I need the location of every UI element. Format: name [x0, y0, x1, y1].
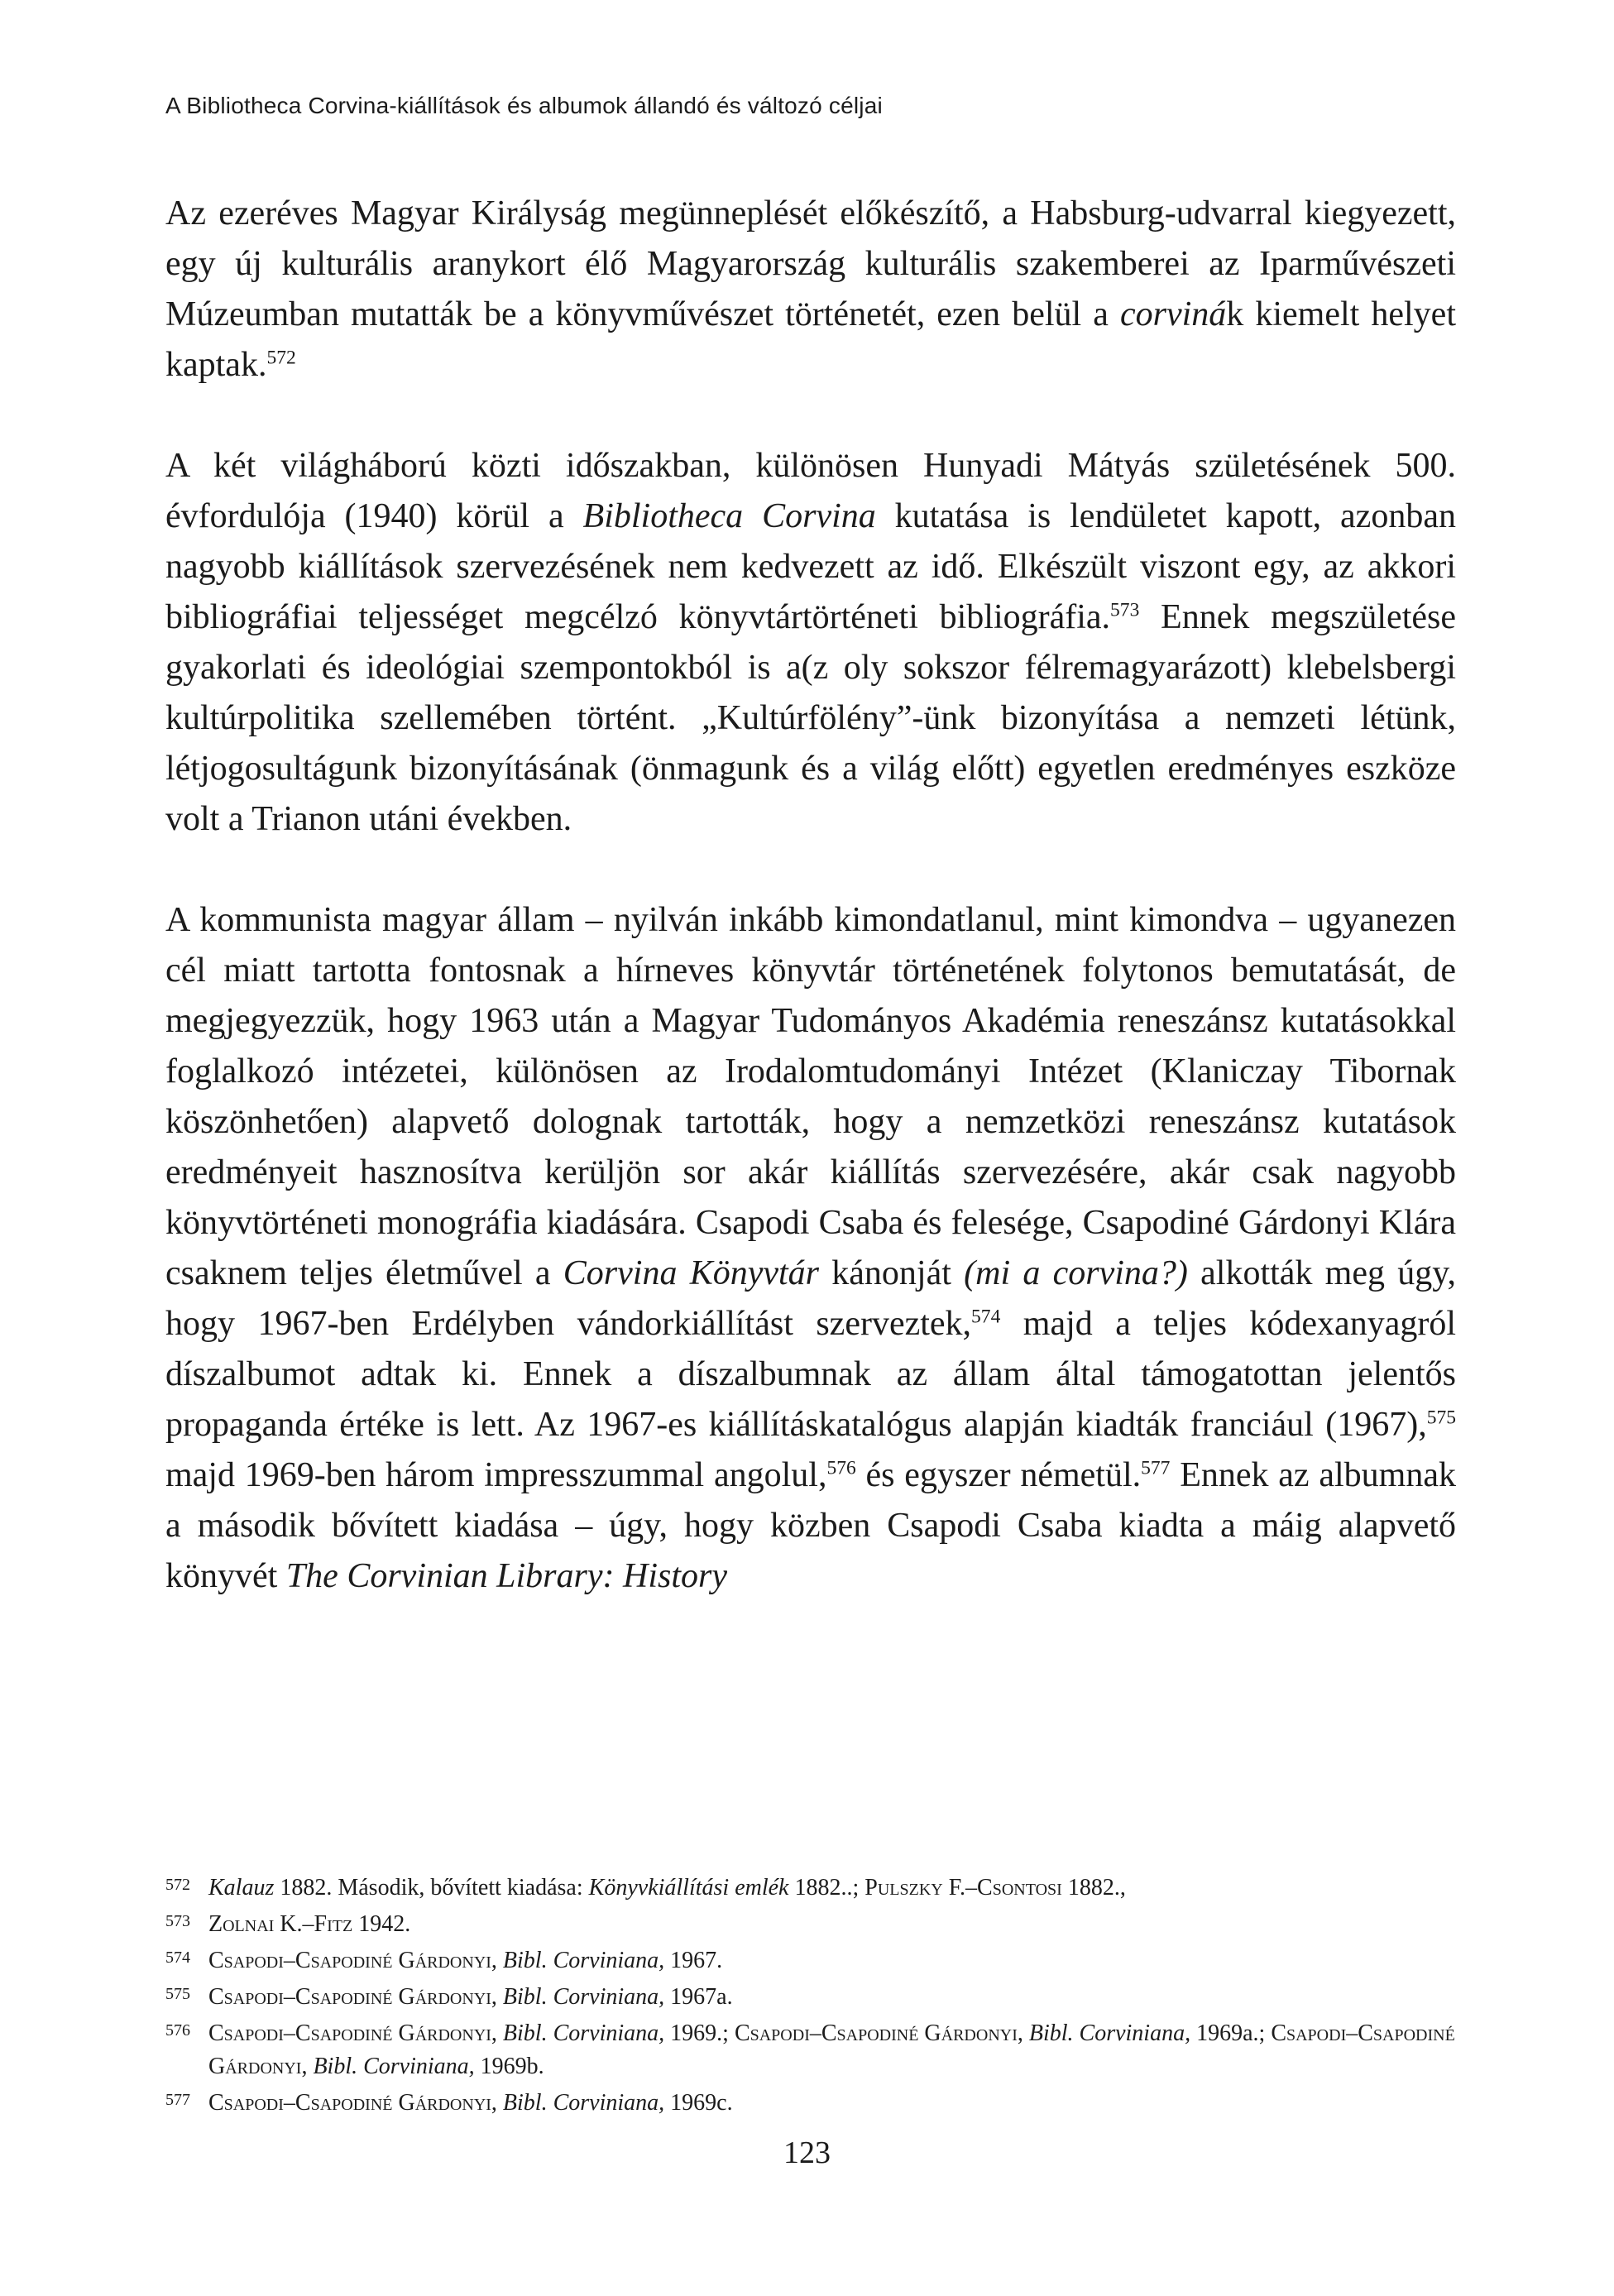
footnote-ref-574[interactable]: 574	[971, 1306, 1001, 1328]
text-span: alkották meg úgy, hogy 1967-ben Erdélyben vándorkiállítást szerveztek,	[165, 1254, 1457, 1343]
author-name: Pulszky F.–Csontosi	[864, 1875, 1062, 1901]
paragraph-2	[165, 441, 1456, 845]
author-name: Csapodi–Csapodiné Gárdonyi	[208, 2020, 1455, 2079]
author-name: Zolnai K.–Fitz	[208, 1911, 353, 1937]
footnote-ref-577[interactable]: 577	[1141, 1457, 1171, 1479]
footnote-number: 575	[165, 1985, 190, 2003]
text-span: 1942.	[352, 1911, 411, 1937]
text-span: Az ezeréves Magyar Királyság megünneplését előkészítő, a Habsburg-udvarral kiegyezett, egy új kulturális aranykort élő Magyarország kulturális szakemberei az Iparművészeti Múzeumban mutatták be a könyvművészet történetét, ezen belül a	[165, 194, 1456, 333]
footnote-number: 577	[165, 2091, 190, 2109]
text-span: 1969c.	[664, 2090, 733, 2116]
italic-span: Bibl. Corviniana,	[502, 2090, 665, 2116]
italic-span: corviná	[1119, 295, 1227, 333]
text-span: kutatása is lendületet kapott, azonban nagyobb kiállítások szervezésének nem kedvezett az idő. Elkészült viszont egy, az akkori bibliográfiai teljességet megcélzó könyvtártörténeti bibliográfia.	[165, 497, 1456, 636]
text-span: ,	[491, 2090, 503, 2116]
text-span: majd a teljes kódexanyagról díszalbumot adtak ki. Ennek a díszalbumnak az állam által támogatottan jelentős propaganda értéke is lett. Az 1967-es kiállításkatalógus alapján kiadták franciául (1967),	[165, 1305, 1456, 1444]
text-span: k kiemelt helyet kaptak.	[165, 295, 1456, 384]
text-span: A kommunista magyar állam – nyilván inkább kimondatlanul, mint kimondva – ugyanezen cél miatt tartotta fontosnak a hírneves könyvtár történetének folytonos bemutatását, de megjegyezzük, hogy 1963 után a Magyar Tudományos Akadémia reneszánsz kutatásokkal foglalkozó intézetei, különösen az Irodalomtudományi Intézet (Klaniczay Tibornak köszönhetően) alapvető dolognak tartották, hogy a nemzetközi reneszánsz kutatások eredményeit hasznosítva kerüljön sor akár kiállítás szervezésére, akár csak nagyobb könyvtörténeti monográfia kiadására. Csapodi Csaba és felesége, Csapodiné Gárdonyi Klára csaknem teljes életművel a	[165, 901, 1456, 1292]
italic-span: Corvina Könyvtár	[563, 1254, 820, 1292]
footnote-ref-573[interactable]: 573	[1110, 599, 1140, 621]
footnote-574	[165, 1941, 1456, 1977]
footnote-576	[165, 2014, 1456, 2083]
author-name: Csapodi–Csapodiné Gárdonyi	[208, 2090, 491, 2116]
text-span: 1967.	[664, 1948, 723, 1973]
author-name: Csapodi–Csapodiné Gárdonyi	[208, 1948, 491, 1973]
italic-span: Bibl. Corviniana,	[1028, 2020, 1191, 2046]
italic-span: The Corvinian Library: History	[285, 1557, 727, 1595]
footnote-ref-572[interactable]: 572	[266, 347, 296, 369]
footnote-number: 572	[165, 1876, 190, 1894]
text-span: 1882. Második, bővített kiadása:	[274, 1875, 589, 1901]
italic-span: Bibl. Corviniana,	[313, 2054, 475, 2079]
italic-span: Könyvkiállítási emlék	[588, 1875, 789, 1901]
text-span: 1969a.;	[1190, 2020, 1272, 2046]
footnote-number: 576	[165, 2021, 190, 2040]
text-span: Ennek az albumnak a második bővített kiadása – úgy, hogy közben Csapodi Csaba kiadta a máig alapvető könyvét	[165, 1456, 1456, 1595]
text-span: A két világháború közti időszakban, különösen Hunyadi Mátyás születésének 500. évfordulója (1940) körül a	[165, 447, 1456, 535]
footnote-577	[165, 2083, 1456, 2120]
text-span: 1967a.	[664, 1984, 733, 2010]
text-span: 1882..;	[788, 1875, 865, 1901]
footnote-ref-576[interactable]: 576	[826, 1457, 856, 1479]
text-span: ,	[491, 1984, 503, 2010]
footnotes	[165, 1868, 1456, 2120]
text-span: ,	[1017, 2020, 1029, 2046]
footnote-number: 574	[165, 1948, 190, 1967]
italic-span: Bibl. Corviniana,	[502, 1948, 665, 1973]
text-span: és egyszer németül.	[855, 1456, 1142, 1494]
italic-span: Kalauz	[208, 1875, 275, 1901]
footnote-573	[165, 1905, 1456, 1941]
text-span: 1969.;	[664, 2020, 735, 2046]
text-span: 1882.,	[1061, 1875, 1126, 1901]
text-span: ,	[491, 2020, 503, 2046]
paragraph-1	[165, 189, 1456, 391]
text-span: kánonját	[819, 1254, 965, 1292]
text-span: majd 1969-ben három impresszummal angolul,	[165, 1456, 827, 1494]
author-name: Csapodi–Csapodiné Gárdonyi	[734, 2020, 1018, 2046]
running-head: A Bibliotheca Corvina-kiállítások és albumok állandó és változó céljai	[165, 93, 883, 118]
main-text	[165, 189, 1456, 1652]
italic-span: Bibl. Corviniana,	[502, 1984, 665, 2010]
footnote-575	[165, 1977, 1456, 2014]
footnote-572	[165, 1868, 1456, 1905]
author-name: Csapodi–Csapodiné Gárdonyi	[208, 1984, 491, 2010]
footnote-number: 573	[165, 1912, 190, 1930]
page-number: 123	[783, 2135, 831, 2170]
italic-span: Bibl. Corviniana,	[502, 2020, 665, 2046]
paragraph-3	[165, 895, 1456, 1602]
author-name: Csapodi–Csapodiné Gárdonyi	[208, 2020, 491, 2046]
text-span: 1969b.	[474, 2054, 544, 2079]
text-span: Ennek megszületése gyakorlati és ideológiai szempontokból is a(z oly sokszor félremagyarázott) klebelsbergi kultúrpolitika szellemében történt. „Kultúrfölény”-ünk bizonyítása a nemzeti létünk, létjogosultágunk bizonyításának (önmagunk és a világ előtt) egyetlen eredményes eszköze volt a Trianon utáni években.	[165, 598, 1456, 838]
italic-span: Bibliotheca Corvina	[582, 497, 876, 535]
footnote-ref-575[interactable]: 575	[1426, 1407, 1456, 1429]
text-span: ,	[491, 1948, 503, 1973]
text-span: ,	[301, 2054, 314, 2079]
italic-span: (mi a corvina?)	[964, 1254, 1188, 1292]
